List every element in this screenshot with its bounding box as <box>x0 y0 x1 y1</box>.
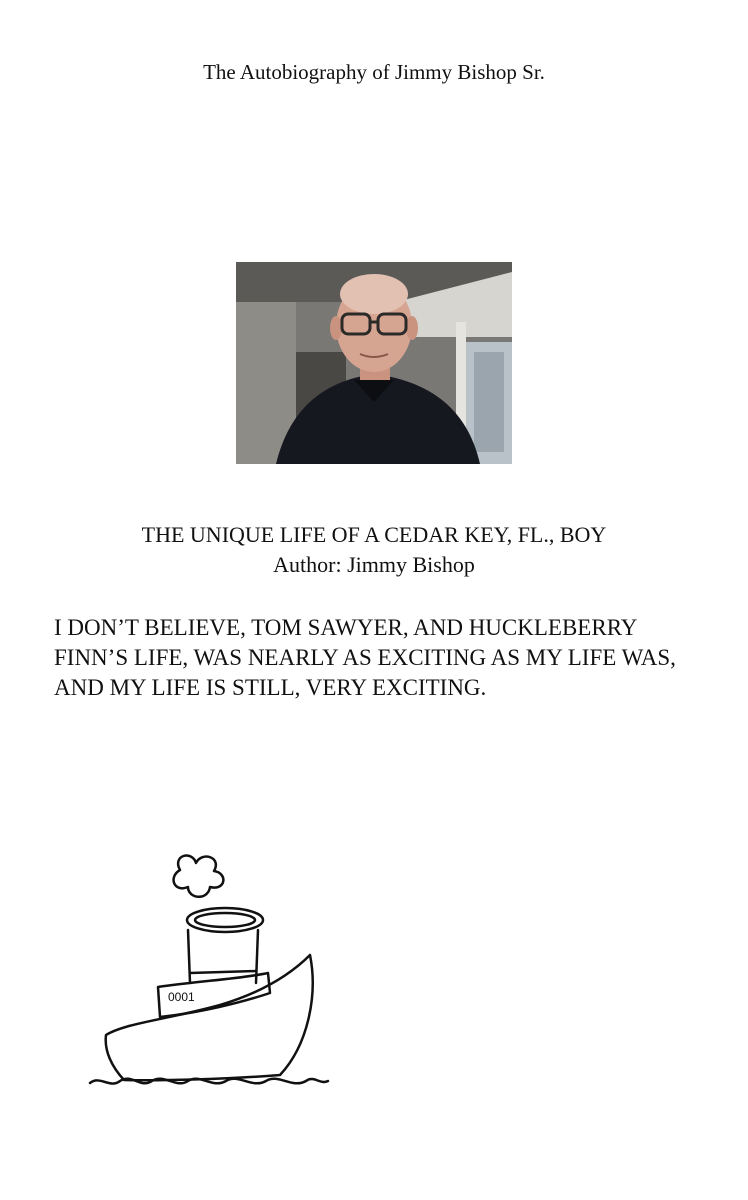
author-photo-image <box>236 262 512 464</box>
funnel <box>188 930 258 983</box>
page-header-title: The Autobiography of Jimmy Bishop Sr. <box>203 60 545 84</box>
author-line: Author: Jimmy Bishop <box>273 552 475 577</box>
funnel-top <box>187 908 263 932</box>
hull <box>106 955 313 1080</box>
boat-sketch-illustration <box>80 845 340 1095</box>
book-title: THE UNIQUE LIFE OF A CEDAR KEY, FL., BOY <box>141 522 607 547</box>
book-blurb: I DON’T BELIEVE, TOM SAWYER, AND HUCKLEBERRY FINN’S LIFE, WAS NEARLY AS EXCITING AS MY LIFE WAS, AND MY LIFE IS STILL, VERY EXCITING. <box>54 615 676 700</box>
author-photo <box>236 262 512 464</box>
smoke-puff <box>174 856 224 897</box>
porthole-marks: 0001 <box>168 990 195 1004</box>
